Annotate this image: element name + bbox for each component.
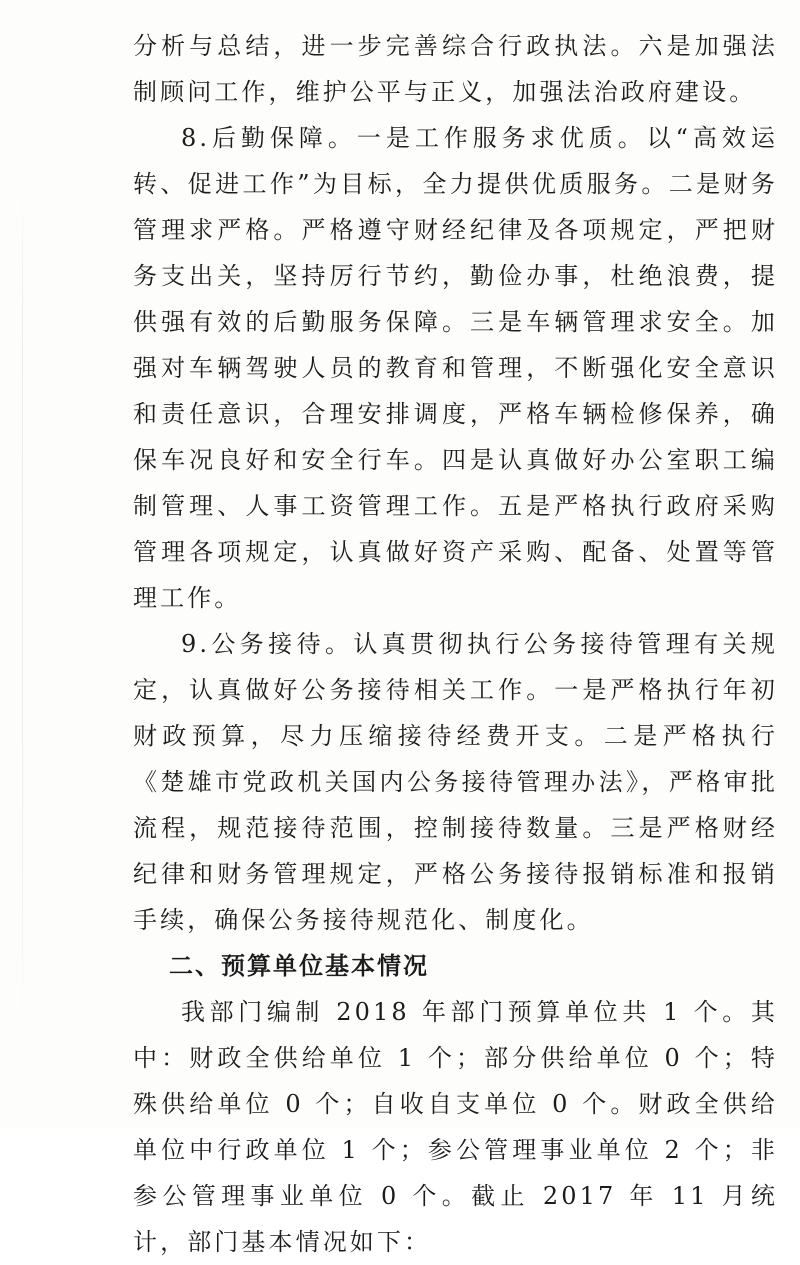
paragraph-official-reception: 9.公务接待。认真贯彻执行公务接待管理有关规定，认真做好公务接待相关工作。一是严格执行年初财政预算，尽力压缩接待经费开支。二是严格执行《楚雄市党政机关国内公务接待管理办法》，严格审批流程，规范接待范围，控制接待数量。三是严格财经纪律和财务管理规定，严格公务接待报销标准和报销手续，确保公务接待规范化、制度化。 — [133, 630, 778, 934]
document-body — [133, 23, 778, 1265]
section-heading-budget-units: 二、预算单位基本情况 — [169, 952, 429, 980]
scan-edge-shadow — [22, 180, 23, 1040]
paragraph-budget-units-overview: 我部门编制 2018 年部门预算单位共 1 个。其中：财政全供给单位 1 个；部分供给单位 0 个；特殊供给单位 0 个；自收自支单位 0 个。财政全供给单位中行政单位 1 个；参公管理事业单位 2 个；非参公管理事业单位 0 个。截止 2017 年 11 月统计，部门基本情况如下： — [133, 998, 778, 1256]
paragraph-logistics-support: 8.后勤保障。一是工作服务求优质。以“高效运转、促进工作”为目标，全力提供优质服务。二是财务管理求严格。严格遵守财经纪律及各项规定，严把财务支出关，坚持厉行节约，勤俭办事，杜绝浪费，提供强有效的后勤服务保障。三是车辆管理求安全。加强对车辆驾驶人员的教育和管理，不断强化安全意识和责任意识，合理安排调度，严格车辆检修保养，确保车况良好和安全行车。四是认真做好办公室职工编制管理、人事工资管理工作。五是严格执行政府采购管理各项规定，认真做好资产采购、配备、处置等管理工作。 — [133, 124, 778, 612]
paragraph-continued-legal-work: 分析与总结，进一步完善综合行政执法。六是加强法制顾问工作，维护公平与正义，加强法治政府建设。 — [133, 32, 778, 106]
